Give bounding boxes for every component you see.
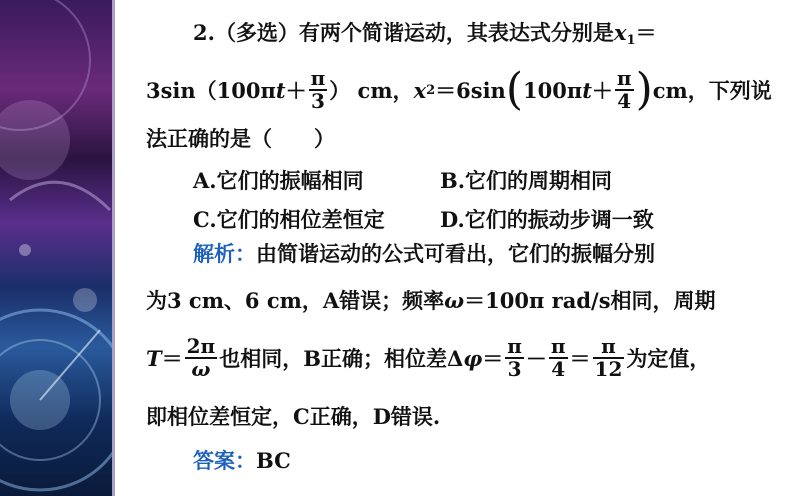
analysis-text: 为定值， — [626, 345, 711, 371]
analysis-text: 也相同，B正确；相位差Δ — [219, 345, 464, 371]
fraction-pi-over-4 — [549, 336, 568, 380]
right-paren: ) — [635, 64, 653, 115]
subscript-1: 1 — [626, 33, 636, 48]
question-text: （多选）有两个简谐运动，其表达式分别是 — [214, 20, 614, 45]
answer-line — [193, 450, 291, 471]
plus-sign: ＋ — [591, 77, 613, 103]
analysis-text: 为3 cm、6 cm，A错误；频率 — [146, 288, 445, 313]
answer-label: 答案： — [193, 448, 256, 473]
question-number: 2. — [193, 20, 215, 45]
var-t: t — [275, 77, 286, 103]
analysis-line-3 — [146, 330, 710, 386]
analysis-line-2 — [146, 290, 716, 311]
formula-1: 3sin（100π — [146, 77, 276, 103]
equals-sign: ＝ — [161, 345, 183, 371]
minus-sign: － — [525, 345, 547, 371]
denominator: 4 — [551, 357, 566, 381]
var-T: T — [146, 345, 162, 371]
equals-sign: ＝ — [482, 345, 504, 371]
plus-sign: ＋ — [285, 77, 307, 103]
analysis-line-4: 即相位差恒定，C正确，D错误. — [146, 404, 441, 429]
denominator: 3 — [310, 89, 325, 113]
answer-value: BC — [256, 448, 291, 473]
analysis-text: 由简谐运动的公式可看出，它们的振幅分别 — [256, 241, 655, 266]
numerator: π — [550, 334, 566, 358]
fraction-pi-over-4 — [615, 68, 634, 112]
fraction-2pi-over-omega — [185, 336, 218, 380]
denominator: 3 — [507, 357, 522, 381]
formula-1-end: ） cm， — [329, 77, 414, 103]
equals-sign: ＝ — [635, 20, 657, 45]
numerator: 2π — [186, 334, 216, 358]
decorative-sidebar — [0, 0, 112, 496]
denominator: 4 — [617, 89, 632, 113]
var-x: x — [613, 20, 627, 45]
left-paren: ( — [505, 64, 523, 115]
equals-sign: ＝ — [569, 345, 591, 371]
numerator: π — [616, 66, 632, 90]
analysis-text: ＝100π rad/s相同，周期 — [464, 288, 716, 313]
formula-2: ＝6sin — [435, 77, 506, 103]
var-x: x — [413, 77, 427, 103]
option-b: B.它们的周期相同 — [440, 168, 613, 193]
var-omega: ω — [444, 288, 465, 313]
numerator: π — [593, 336, 625, 359]
question-line-3: 法正确的是（ ） — [146, 126, 335, 151]
fraction-pi-over-3 — [309, 68, 328, 112]
option-c: C.它们的相位差恒定 — [193, 207, 385, 232]
numerator: π — [507, 334, 522, 358]
option-a: A.它们的振幅相同 — [193, 168, 364, 193]
fraction-pi-over-3 — [505, 336, 524, 380]
denominator: 12 — [594, 357, 623, 381]
fraction-pi-over-12 — [593, 336, 625, 380]
sidebar-divider — [112, 0, 115, 496]
analysis-line-1 — [193, 243, 655, 264]
var-phi: φ — [463, 345, 483, 371]
question-line-2 — [146, 62, 772, 118]
denominator: ω — [191, 357, 211, 381]
clock-art-icon — [0, 0, 112, 496]
var-t: t — [582, 77, 592, 103]
subscript-2: 2 — [426, 82, 436, 98]
option-d: D.它们的振动步调一致 — [440, 207, 654, 232]
formula-2-omega: 100π — [523, 77, 583, 103]
analysis-label: 解析： — [193, 241, 256, 266]
question-line-1 — [193, 22, 657, 47]
numerator: π — [310, 66, 326, 90]
formula-2-end: cm，下列说 — [652, 77, 772, 103]
